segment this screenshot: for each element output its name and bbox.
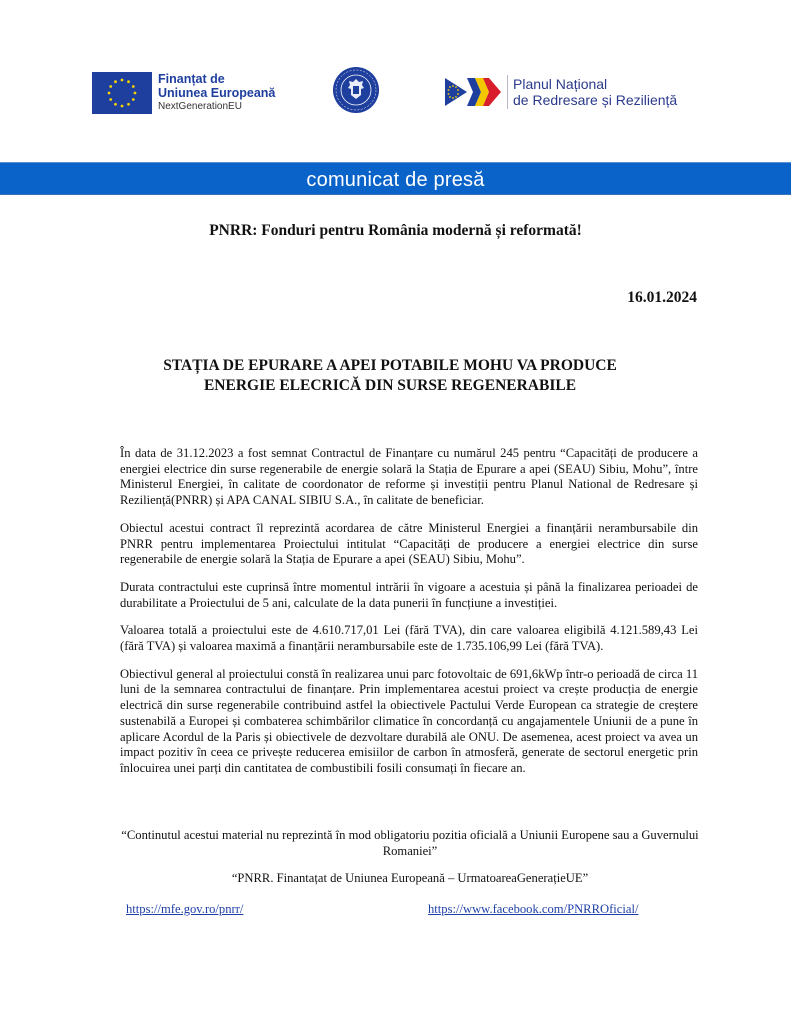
paragraph: Durata contractului este cuprinsă între momentul intrării în vigoare a acestuia și până la finalizarea perioadei de durabilitate a Proiectului de 5 ani, calculate de la data punerii în funcțiune a investiției. — [120, 579, 698, 610]
mfe-pnrr-link[interactable]: https://mfe.gov.ro/pnrr/ — [126, 902, 244, 916]
headline-line2: ENERGIE ELECRICĂ DIN SURSE REGENERABILE — [203, 377, 577, 394]
eu-logo-line3: NextGenerationEU — [158, 101, 242, 112]
headline-line1: STAȚIA DE EPURARE A APEI POTABILE MOHU VA PRODUCE — [163, 357, 617, 374]
pnrr-logo — [445, 74, 677, 110]
paragraph: Obiectul acestui contract îl reprezintă acordarea de către Ministerul Energiei a finanțării nerambursabile din PNRR pentru implementarea Proiectului intitulat “Capacități de producere a energiei electrice din surse regenerabile de energie solară la Stația de Epurare a apei (SEAU) Sibiu, Mohu”. — [120, 520, 698, 567]
body-text — [120, 446, 698, 789]
paragraph: În data de 31.12.2023 a fost semnat Contractul de Finanțare cu numărul 245 pentru “Capacități de producere a energiei electrice din surse regenerabile de energie solară la Stația de Epurare a apei (SEAU) Sibiu, Mohu”, între Ministerul Energiei, în calitate de coordonator de reforme și investiții pentru Planul National de Redresare și Reziliență(PNRR) și APA CANAL SIBIU S.A., în calitate de beneficiar. — [120, 446, 698, 508]
press-release-banner — [0, 162, 791, 195]
facebook-pnrr-link[interactable]: https://www.facebook.com/PNRROficial/ — [428, 902, 639, 916]
eu-funding-logo — [92, 72, 275, 114]
eu-flag-icon — [92, 72, 152, 114]
pnrr-logo-line2: de Redresare și Reziliență — [513, 92, 678, 108]
release-date: 16.01.2024 — [627, 289, 697, 306]
tagline: “PNRR. Finantațat de Uniunea Europeană – UrmatoareaGenerațieUE” — [231, 871, 589, 885]
eu-logo-line2: Uniunea Europeană — [158, 86, 276, 100]
headline — [110, 356, 670, 396]
logo-header — [0, 66, 791, 126]
pnrr-logo-line1: Planul Național — [513, 76, 608, 92]
logo-divider — [507, 75, 508, 109]
eu-logo-line1: Finanțat de — [158, 72, 225, 86]
document-subtitle: PNRR: Fonduri pentru România modernă și reformată! — [209, 222, 582, 239]
guvernul-romaniei-seal-icon — [332, 66, 380, 114]
paragraph: Obiectivul general al proiectului constă în realizarea unui parc fotovoltaic de 691,6kWp într-o perioadă de circa 11 luni de la semnarea contractului de finanțare. Prin implementarea acestui proiect va crește producția de energie electrică din surse regenerabile contribuind astfel la obiectivele Pactului Verde European ca strategie de creștere sustenabilă a Europei și combaterea schimbărilor climatice în concordanță cu angajamentele Uniunii de a pune în aplicare Acordul de la Paris și obiectivele de dezvoltare durabilă ale ONU. De asemenea, acest proiect va avea un impact pozitiv în ceea ce privește reducerea emisiilor de carbon în atmosferă, generate de sectorul energetic prin înlocuirea unei parți din cantitatea de combustibili fosili consumați în fiecare an. — [120, 666, 699, 775]
pnrr-arrow-flag-icon — [445, 74, 503, 110]
banner-label: comunicat de presă — [306, 169, 485, 191]
disclaimer: “Continutul acestui material nu reprezintă în mod obligatoriu pozitia oficială a Uniunii Europene sau a Guvernului Romaniei” — [121, 828, 699, 858]
paragraph: Valoarea totală a proiectului este de 4.610.717,01 Lei (fără TVA), din care valoarea eligibilă 4.121.589,43 Lei (fără TVA) și valoarea maximă a finanțării nerambursabile este de 1.735.106,99 Lei (fără TVA). — [120, 623, 698, 654]
